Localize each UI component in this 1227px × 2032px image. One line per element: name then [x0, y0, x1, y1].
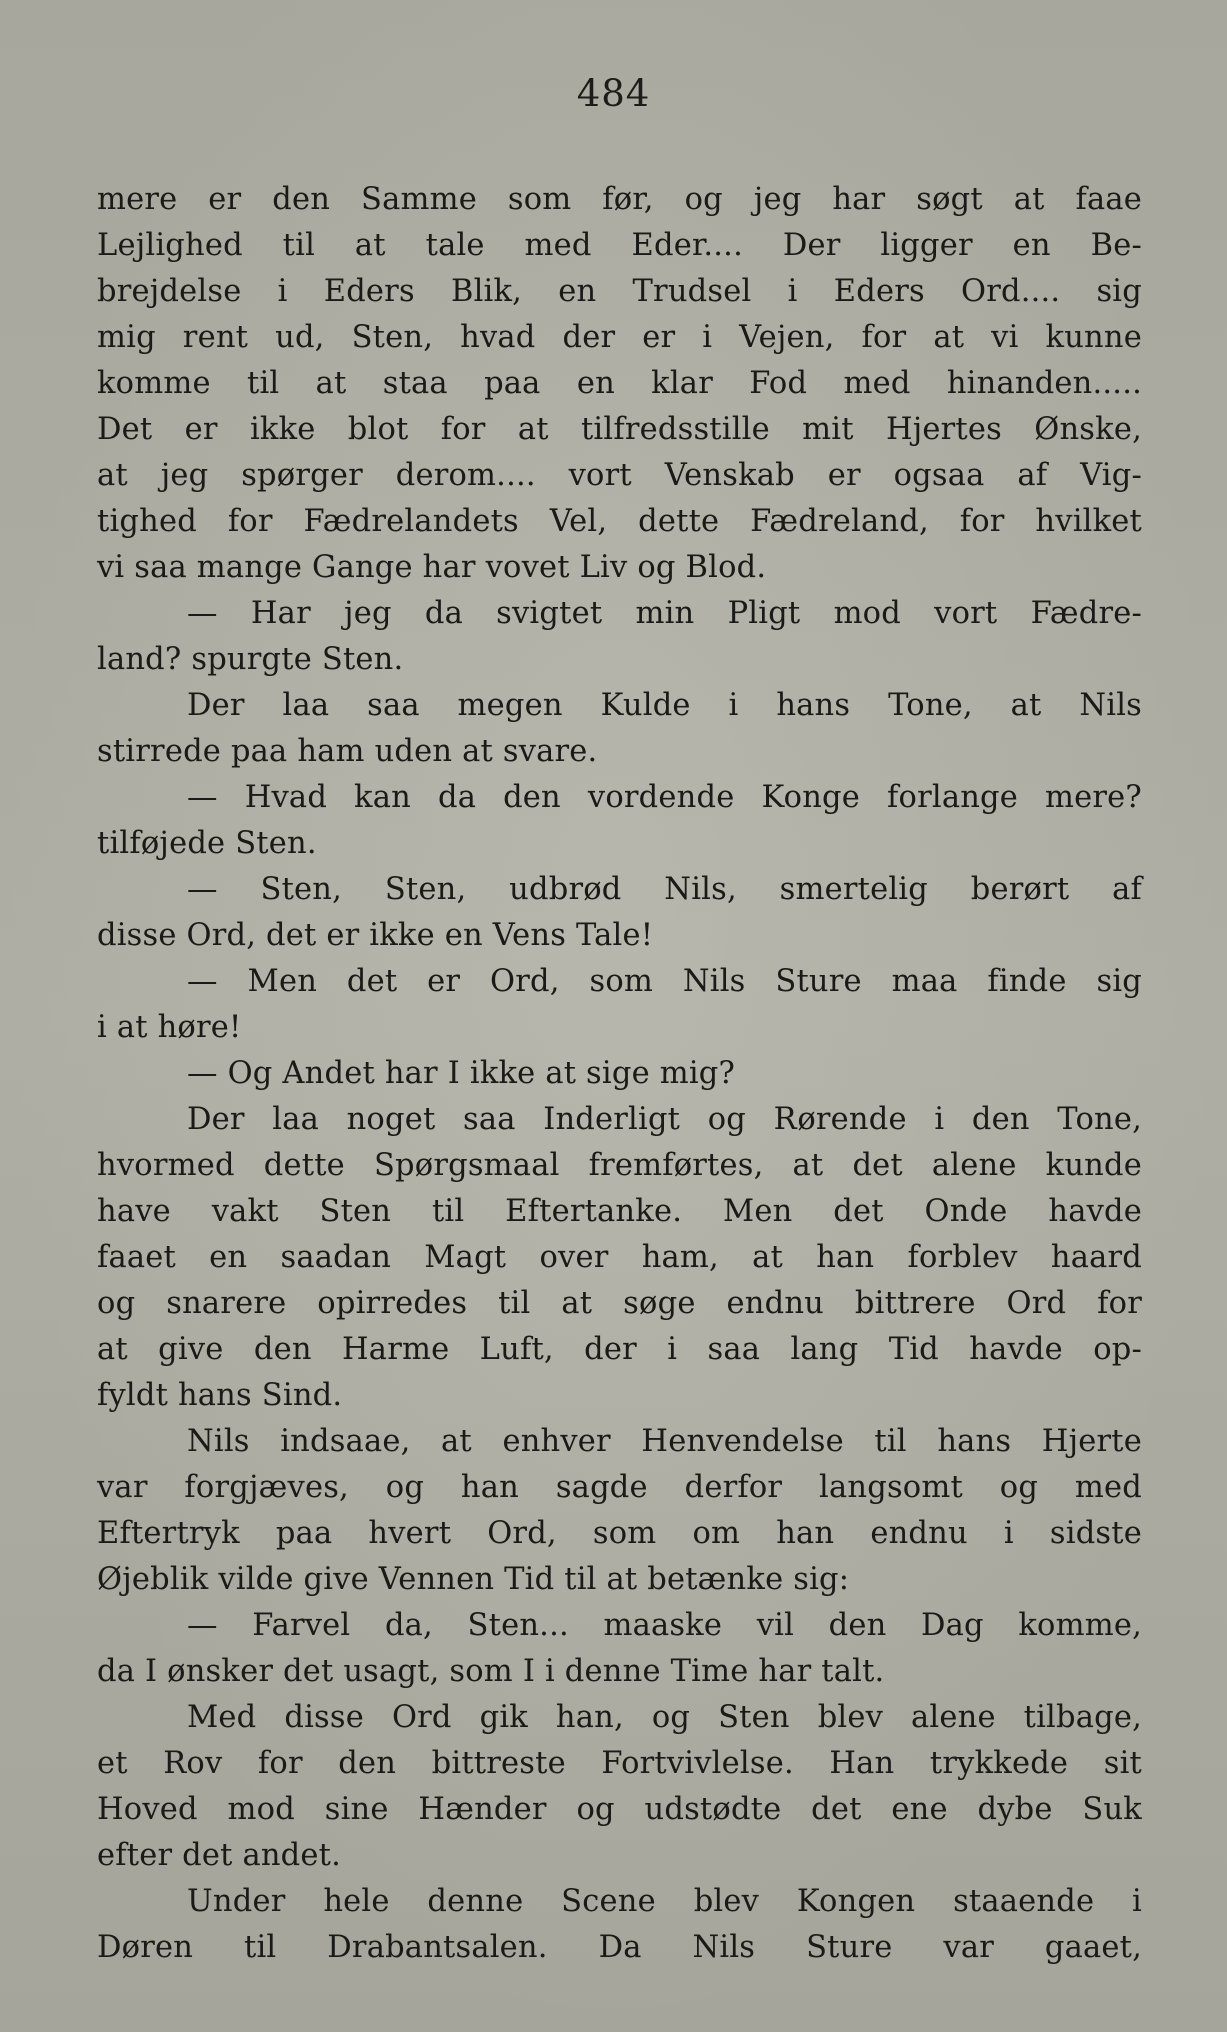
- text-line: et Rov for den bittreste Fortvivlelse. Han trykkede sit: [97, 1746, 1142, 1781]
- text-line: Nils indsaae, at enhver Henvendelse til hans Hjerte: [187, 1424, 1142, 1459]
- text-line: at give den Harme Luft, der i saa lang Tid havde op-: [97, 1332, 1142, 1367]
- text-line: — Farvel da, Sten... maaske vil den Dag komme,: [187, 1608, 1142, 1643]
- text-line: Hoved mod sine Hænder og udstødte det ene dybe Suk: [97, 1792, 1142, 1827]
- text-line: — Sten, Sten, udbrød Nils, smertelig berørt af: [187, 872, 1142, 907]
- text-line: tighed for Fædrelandets Vel, dette Fædreland, for hvilket: [97, 504, 1142, 539]
- text-line: mig rent ud, Sten, hvad der er i Vejen, for at vi kunne: [97, 320, 1142, 355]
- text-line: vi saa mange Gange har vovet Liv og Blod.: [97, 550, 767, 585]
- text-line: og snarere opirredes til at søge endnu bittrere Ord for: [97, 1286, 1142, 1321]
- text-line: faaet en saadan Magt over ham, at han forblev haard: [97, 1240, 1142, 1275]
- text-line: land? spurgte Sten.: [97, 642, 404, 677]
- text-line: efter det andet.: [97, 1838, 341, 1873]
- text-line: var forgjæves, og han sagde derfor langsomt og med: [97, 1470, 1142, 1505]
- text-line: Døren til Drabantsalen. Da Nils Sture var gaaet,: [97, 1930, 1142, 1965]
- page-number: 484: [576, 72, 651, 115]
- text-line: da I ønsker det usagt, som I i denne Time har talt.: [97, 1654, 885, 1689]
- text-line: have vakt Sten til Eftertanke. Men det Onde havde: [97, 1194, 1142, 1229]
- text-line: disse Ord, det er ikke en Vens Tale!: [97, 918, 654, 953]
- text-line: hvormed dette Spørgsmaal fremførtes, at det alene kunde: [97, 1148, 1142, 1183]
- text-line: fyldt hans Sind.: [97, 1378, 343, 1413]
- text-line: Det er ikke blot for at tilfredsstille mit Hjertes Ønske,: [97, 412, 1142, 447]
- text-line: Der laa noget saa Inderligt og Rørende i den Tone,: [187, 1102, 1142, 1137]
- text-line: i at høre!: [97, 1010, 242, 1045]
- text-line: Med disse Ord gik han, og Sten blev alene tilbage,: [187, 1700, 1142, 1735]
- text-line: brejdelse i Eders Blik, en Trudsel i Eders Ord.... sig: [97, 274, 1142, 309]
- text-line: — Men det er Ord, som Nils Sture maa finde sig: [187, 964, 1142, 999]
- text-line: Lejlighed til at tale med Eder.... Der ligger en Be-: [97, 228, 1142, 263]
- text-line: tilføjede Sten.: [97, 826, 317, 861]
- text-line: Eftertryk paa hvert Ord, som om han endnu i sidste: [97, 1516, 1142, 1551]
- text-line: — Hvad kan da den vordende Konge forlange mere?: [187, 780, 1142, 815]
- text-line: mere er den Samme som før, og jeg har søgt at faae: [97, 182, 1142, 217]
- text-line: Under hele denne Scene blev Kongen staaende i: [187, 1884, 1142, 1919]
- text-line: Der laa saa megen Kulde i hans Tone, at Nils: [187, 688, 1142, 723]
- text-line: at jeg spørger derom.... vort Venskab er ogsaa af Vig-: [97, 458, 1142, 493]
- text-line: stirrede paa ham uden at svare.: [97, 734, 598, 769]
- text-line: Øjeblik vilde give Vennen Tid til at betænke sig:: [97, 1562, 850, 1597]
- text-line: komme til at staa paa en klar Fod med hinanden.....: [97, 366, 1142, 401]
- body-text: [97, 177, 1142, 1971]
- text-line: — Har jeg da svigtet min Pligt mod vort Fædre-: [187, 596, 1142, 631]
- text-line: — Og Andet har I ikke at sige mig?: [187, 1056, 736, 1091]
